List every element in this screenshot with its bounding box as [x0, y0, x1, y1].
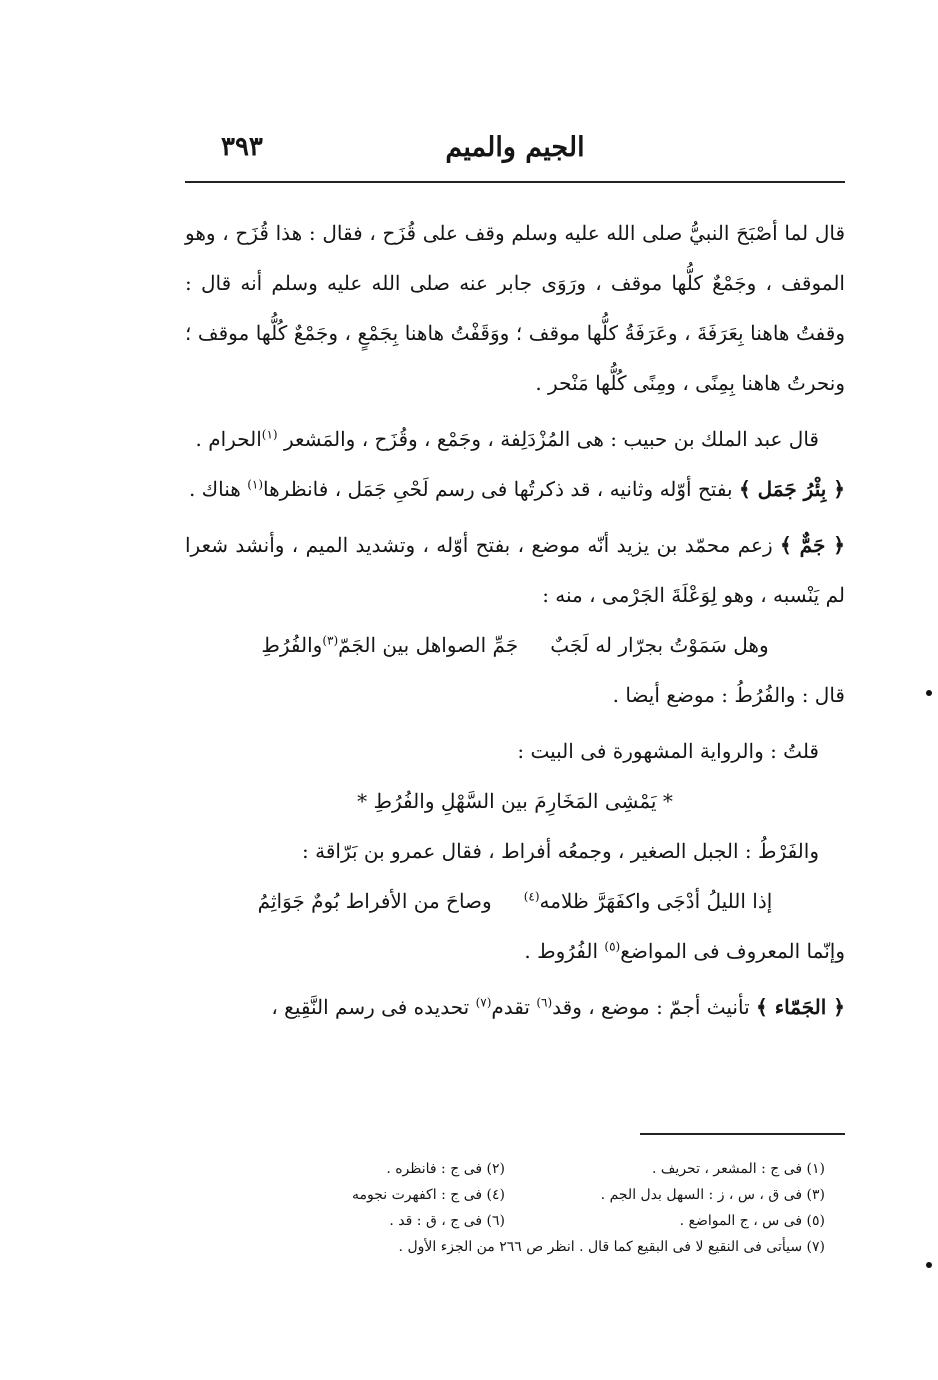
footnotes: [185, 1156, 825, 1260]
verse-line: * يَمْشِى المَخَارِمَ بين السَّهْلِ والفُرُطِ *: [357, 789, 673, 813]
scan-speck: [926, 1262, 932, 1268]
verse-line: [185, 876, 845, 926]
verse-hemistich: جَمِّ الصواهل بين الجَمّ$^{(٣)}$والفُرُطِ: [261, 633, 519, 657]
verse-hemistich: وهل سَمَوْتُ بجرّار له لَجَبٌ: [550, 633, 769, 657]
verse-line: [185, 620, 845, 670]
footnote: (٦) فى ج ، ق : قد .: [389, 1213, 505, 1229]
entry-headword: ﴿ الجَمّاء ﴾: [756, 995, 845, 1019]
main-text: [185, 208, 845, 1032]
verse-hemistich: وصاحَ من الأفراط بُومٌ جَوَاثِمُ: [257, 889, 492, 913]
page-number: ٣٩٣: [221, 132, 263, 162]
paragraph: قال : والفُرُطُ : موضع أيضا .: [612, 683, 845, 707]
footnote-marker[interactable]: (١): [261, 427, 278, 442]
footnote-row: [185, 1234, 825, 1260]
entry-headword: ﴿ بِئْرُ جَمَل ﴾: [738, 477, 845, 501]
footnote-marker[interactable]: (٧): [475, 995, 492, 1010]
entry-headword: ﴿ جَمٌّ ﴾: [779, 533, 845, 557]
paragraph: قلتُ : والرواية المشهورة فى البيت :: [517, 739, 819, 763]
paragraph: قال عبد الملك بن حبيب : هى المُزْدَلِفة ، وجَمْع ، وقُزَح ، والمَشعر $^{(١)}$الحرام .: [195, 427, 819, 451]
paragraph: والفَرْطُ : الجبل الصغير ، وجمعُه أفراط ، فقال عمرو بن بَرّاقة :: [302, 839, 819, 863]
paragraph: وإنّما المعروف فى المواضع$^{(٥)}$ الفُرُوط .: [524, 939, 845, 963]
paragraph: قال لما أصْبَحَ النبيُّ صلى الله عليه وسلم وقف على قُزَح ، فقال : هذا قُزَح ، وهو الموقف ، وجَمْعٌ كلُّها موقف ، ورَوَى جابر عنه صلى الله عليه وسلم أنه قال : وقفتُ هاهنا بِعَرَفَةَ ، وعَرَفَةُ كلُّها موقف ؛ ووَقَفْتُ هاهنا بِجَمْعٍ ، وجَمْعٌ كُلُّها موقف ؛ ونحرتُ هاهنا بِمِنًى ، ومِنًى كُلُّها مَنْحر .: [185, 221, 845, 395]
footnote: (٣) فى ق ، س ، ز : السهل بدل الجم .: [600, 1187, 825, 1203]
footnote: (٥) فى س ، ج المواضع .: [679, 1213, 825, 1229]
footnote-row: [185, 1182, 825, 1208]
footnote-row: [185, 1208, 825, 1234]
footnote: (١) فى ج : المشعر ، تحريف .: [652, 1161, 825, 1177]
scan-speck: [926, 690, 932, 696]
entry-paragraph: ﴿ بِئْرُ جَمَل ﴾ بفتح أوّله وثانيه ، قد ذكرتُها فى رسم لَحْىِ جَمَل ، فانظرها$^{(١)}$ هناك .: [188, 477, 845, 501]
running-title: الجيم والميم: [445, 132, 585, 163]
footnote-divider: [640, 1133, 845, 1135]
verse-hemistich: إذا الليلُ أدْجَى واكفَهَرَّ ظلامه$^{(٤)}$: [523, 889, 773, 913]
footnote-marker[interactable]: (٥): [604, 939, 621, 954]
footnote: (٢) فى ج : فانظره .: [386, 1161, 505, 1177]
footnote: (٤) فى ج : اكفهرت نجومه: [352, 1187, 505, 1203]
footnote-marker[interactable]: (٦): [536, 995, 553, 1010]
footnote: (٧) سيأتى فى النقيع لا فى البقيع كما قال . انظر ص ٢٦٦ من الجزء الأول .: [398, 1239, 825, 1255]
entry-paragraph: ﴿ الجَمّاء ﴾ تأنيث أجمّ : موضع ، وقد$^{(٦)}$ تقدم$^{(٧)}$ تحديده فى رسم النَّقِيع ،: [271, 995, 845, 1019]
footnote-marker[interactable]: (٤): [523, 889, 540, 904]
entry-paragraph: ﴿ جَمٌّ ﴾ زعم محمّد بن يزيد أنّه موضع ، بفتح أوّله ، وتشديد الميم ، وأنشد شعرا لم يَنْسبه ، وهو لِوَعْلَةَ الجَرْمى ، منه :: [185, 533, 845, 607]
footnote-marker[interactable]: (٣): [322, 633, 339, 648]
footnote-row: [185, 1156, 825, 1182]
page-header: [185, 132, 845, 182]
footnote-marker[interactable]: (١): [247, 477, 264, 492]
header-divider: [185, 181, 845, 183]
